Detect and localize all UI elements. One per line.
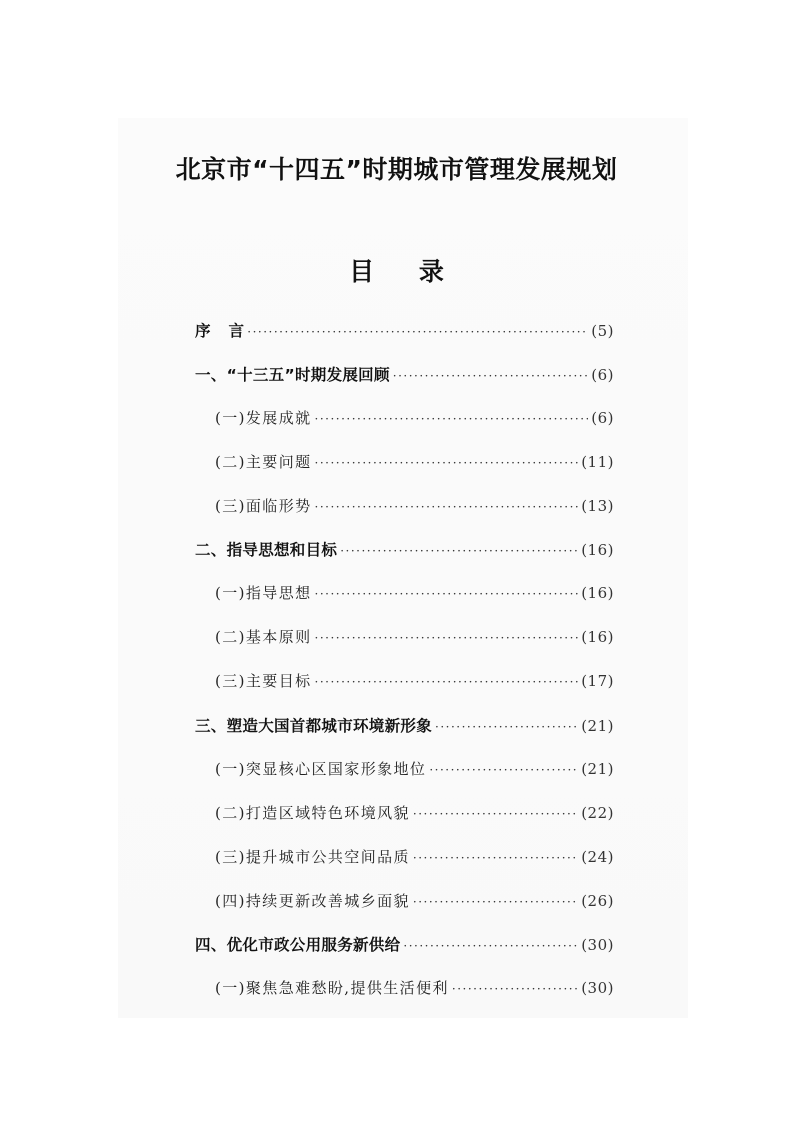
toc-entry-label: (二)基本原则 (215, 628, 312, 647)
toc-dot-leader (315, 412, 589, 426)
document-title: 北京市“十四五”时期城市管理发展规划 (175, 155, 618, 184)
toc-entry-1-2[interactable] (195, 451, 614, 495)
toc-entry-label: (一)聚焦急难愁盼,提供生活便利 (215, 979, 449, 998)
toc-entry-label: (一)指导思想 (215, 584, 312, 603)
toc-page-number: (22) (581, 803, 614, 822)
toc-entry-3-3[interactable] (195, 846, 614, 890)
toc-page-number: (26) (581, 891, 614, 910)
toc-entry-chapter-2[interactable] (195, 538, 614, 582)
toc-entry-label: 一、“十三五”时期发展回顾 (195, 365, 390, 384)
toc-entry-3-4[interactable] (195, 890, 614, 934)
toc-entry-3-2[interactable] (195, 802, 614, 846)
toc-page-number: (30) (581, 936, 614, 955)
toc-page-number: (5) (591, 322, 614, 340)
toc-dot-leader (315, 456, 579, 470)
toc-page-number: (30) (581, 979, 614, 998)
toc-dot-leader (315, 631, 579, 645)
toc-dot-leader (247, 325, 588, 339)
toc-entry-label: (一)发展成就 (215, 408, 312, 427)
toc-entry-4-1[interactable] (195, 977, 614, 1021)
toc-dot-leader (403, 939, 578, 953)
toc-page-number: (11) (581, 452, 614, 471)
toc-entry-label: (二)主要问题 (215, 452, 312, 471)
toc-entry-2-3[interactable] (195, 670, 614, 714)
toc-page-number: (13) (581, 496, 614, 515)
toc-entry-label: 序 言 (195, 322, 245, 340)
toc-entry-label: (三)主要目标 (215, 672, 312, 691)
toc-entry-label: 三、塑造大国首都城市环境新形象 (195, 717, 433, 736)
toc-entry-2-2[interactable] (195, 626, 614, 670)
toc-dot-leader (315, 675, 579, 689)
toc-entry-label: 四、优化市政公用服务新供给 (195, 936, 401, 955)
toc-entry-chapter-4[interactable] (195, 933, 614, 977)
toc-entry-label: (一)突显核心区国家形象地位 (215, 759, 427, 778)
toc-page-number: (16) (581, 541, 614, 560)
toc-page-number: (16) (581, 628, 614, 647)
toc-entry-2-1[interactable] (195, 582, 614, 626)
toc-dot-leader (452, 982, 578, 996)
toc-dot-leader (413, 895, 578, 909)
toc-page-number: (16) (581, 584, 614, 603)
toc-entry-label: (三)面临形势 (215, 496, 312, 515)
toc-entry-1-3[interactable] (195, 495, 614, 539)
toc-dot-leader (413, 851, 578, 865)
toc-heading: 目 录 (349, 257, 444, 286)
toc-dot-leader (429, 763, 578, 777)
toc-page-number: (21) (581, 759, 614, 778)
toc-dot-leader (413, 807, 578, 821)
toc-page-number: (24) (581, 847, 614, 866)
toc-entry-label: (四)持续更新改善城乡面貌 (215, 891, 410, 910)
toc-entry-3-1[interactable] (195, 758, 614, 802)
toc-entry-1-1[interactable] (195, 407, 614, 451)
toc-dot-leader (393, 369, 588, 383)
toc-entry-preface[interactable] (195, 319, 614, 363)
toc-page-number: (6) (591, 365, 614, 384)
toc-entry-label: (三)提升城市公共空间品质 (215, 847, 410, 866)
toc-page-number: (6) (591, 408, 614, 427)
toc-dot-leader (340, 544, 578, 558)
toc-page-number: (21) (581, 717, 614, 736)
toc-entry-chapter-1[interactable] (195, 363, 614, 407)
toc-dot-leader (435, 720, 578, 734)
toc-entry-label: (二)打造区域特色环境风貌 (215, 803, 410, 822)
toc-entry-chapter-3[interactable] (195, 714, 614, 758)
table-of-contents (195, 319, 614, 1021)
toc-entry-label: 二、指导思想和目标 (195, 541, 338, 560)
toc-page-number: (17) (581, 672, 614, 691)
toc-dot-leader (315, 587, 579, 601)
toc-dot-leader (315, 500, 579, 514)
